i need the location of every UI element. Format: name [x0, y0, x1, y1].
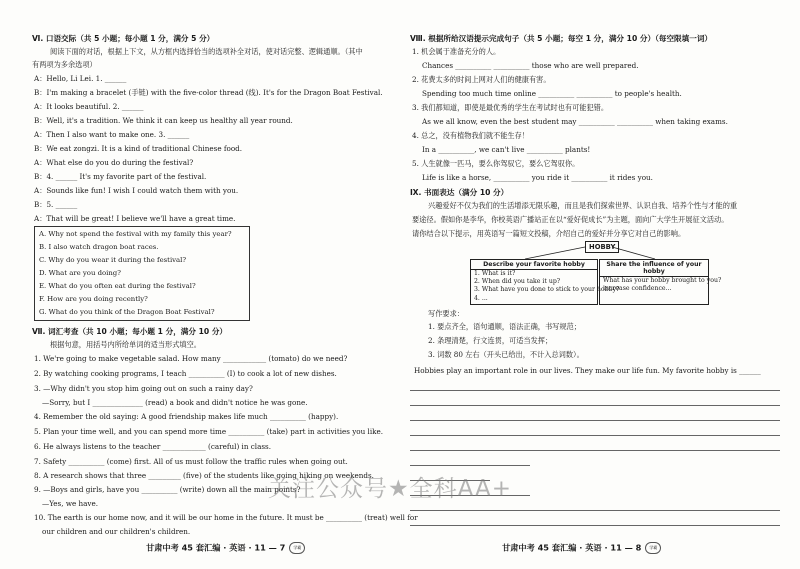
- sentence-line: Spending too much time online __________ __________ to people's health.: [422, 89, 682, 98]
- dialogue-line: B：We eat zongzi. It is a kind of traditional Chinese food.: [34, 144, 243, 153]
- requirements-title: 写作要求：: [428, 309, 464, 318]
- vocab-item: 2. By watching cooking programs, I teach __________ (I) to cook a lot of new dishes.: [34, 369, 337, 378]
- vocab-item: 7. Safety __________ (come) first. All of us must follow the traffic rules when going out.: [34, 457, 348, 466]
- requirement-item: 3. 词数 80 左右（开头已给出，不计入总词数）。: [428, 350, 584, 359]
- dialogue-line: B：Well, it's a tradition. We think it can keep us healthy all year round.: [34, 116, 293, 125]
- option-item: A. Why not spend the festival with my family this year?: [39, 230, 232, 238]
- vocab-item: 5. Plan your time well, and you can spend more time __________ (take) part in activities you like.: [34, 427, 384, 436]
- dialogue-line: A：That will be great! I believe we'll have a great time.: [34, 214, 236, 223]
- option-item: G. What do you think of the Dragon Boat Festival?: [39, 308, 215, 316]
- vocab-item: 4. Remember the old saying: A good friendship makes life much __________ (happy).: [34, 412, 339, 421]
- box-row: increase confidence...: [603, 285, 672, 293]
- dialogue-line: A：Then I also want to make one. 3. ______: [34, 130, 190, 139]
- essay-intro: 兴趣爱好不仅为我们的生活增添无限乐趣，而且是我们探索世界、认识自我、培养个性与才能的重: [428, 201, 738, 210]
- dialogue-line: A：It looks beautiful. 2. ______: [34, 102, 144, 111]
- box-heading: Describe your favorite hobby: [471, 260, 597, 270]
- logo-icon: 学霸: [289, 542, 305, 554]
- describe-hobby-box: [470, 259, 620, 305]
- vocab-item: 9. —Boys and girls, have you __________ (write) down all the main points?: [34, 485, 301, 494]
- box-row: 1. What is it?: [474, 270, 516, 277]
- sentence-line: 2. 花费太多的时间上网对人们的健康有害。: [412, 75, 551, 84]
- box-row: 3. What have you done to stick to your hobby?: [474, 286, 620, 294]
- logo-icon: 学霸: [645, 542, 661, 554]
- vocab-item: 6. He always listens to the teacher ____________ (careful) in class.: [34, 442, 272, 451]
- essay-intro: 要途径。假如你是李华，你校英语广播站正在以“爱好促成长”为主题，面向广大学生开展征文活动。: [412, 215, 729, 224]
- hobby-label: HOBBY: [585, 241, 619, 253]
- option-item: D. What are you doing?: [39, 269, 121, 277]
- box-row: 2. When did you take it up?: [474, 278, 561, 286]
- section-9-title: Ⅸ. 书面表达（满分 10 分）: [410, 188, 509, 197]
- dialogue-line: B：4. ______ It's my favorite part of the festival.: [34, 172, 207, 181]
- section-6-intro-cont: 有两项为多余选项）: [32, 60, 97, 69]
- requirement-item: 2. 条理清楚，行文连贯，可适当发挥；: [428, 336, 553, 345]
- section-6-intro: 阅读下面的对话，根据上下文，从方框内选择恰当的选项补全对话，使对话完整、逻辑通顺。（其中: [50, 47, 363, 56]
- vocab-item: —Yes, we have.: [42, 499, 99, 508]
- box-heading: Share the influence of your hobby: [600, 260, 708, 277]
- option-item: C. Why do you wear it during the festival?: [39, 256, 187, 264]
- sentence-line: In a __________, we can't live __________ plants!: [422, 145, 591, 154]
- requirement-item: 1. 要点齐全，语句通顺，语法正确，书写规范；: [428, 322, 581, 331]
- vocab-item: our children and our children's children.: [42, 527, 191, 536]
- dialogue-line: B：I'm making a bracelet (手链) with the five-color thread (线). It's for the Dragon Boat Festival.: [34, 88, 383, 97]
- section-7-title: Ⅶ. 词汇考查（共 10 小题；每小题 1 分，满分 10 分）: [32, 327, 228, 336]
- sentence-line: 4. 总之，没有植物我们就不能生存！: [412, 131, 529, 140]
- footer-text: 甘肃中考 45 套汇编 · 英语 · 11 — 7: [146, 542, 286, 553]
- watermark: 关注公众号★全科AA+: [268, 476, 512, 502]
- sentence-line: 3. 我们都知道，即使是最优秀的学生在考试时也有可能犯错。: [412, 103, 609, 112]
- sentence-line: Life is like a horse, __________ you ride it __________ it rides you.: [422, 173, 653, 182]
- section-8-title: Ⅷ. 根据所给汉语提示完成句子（共 5 小题；每空 1 分，满分 10 分）（每空限填一词）: [410, 34, 713, 43]
- section-7-intro: 根据句意，用括号内所给单词的适当形式填空。: [50, 340, 201, 349]
- sentence-line: 5. 人生就像一匹马，要么你驾驭它，要么它驾驭你。: [412, 159, 580, 168]
- essay-intro: 请你结合以下提示，用英语写一篇短文投稿，介绍自己的爱好并分享它对自己的影响。: [412, 229, 686, 238]
- box-row: What has your hobby brought to you?: [603, 277, 722, 284]
- dialogue-line: A：What else do you do during the festival?: [34, 158, 194, 167]
- footer-text: 甘肃中考 45 套汇编 · 英语 · 11 — 8: [502, 542, 642, 553]
- vocab-item: 8. A research shows that three _________ (five) of the students like going hiking on weekends.: [34, 471, 374, 480]
- option-item: F. How are you doing recently?: [39, 295, 148, 303]
- vocab-item: 3. —Why didn't you stop him going out on such a rainy day?: [34, 384, 253, 393]
- dialogue-line: A：Sounds like fun! I wish I could watch them with you.: [34, 186, 239, 195]
- sentence-line: 1. 机会属于准备充分的人。: [412, 47, 501, 56]
- sentence-line: Chances __________ __________ those who are well prepared.: [422, 61, 639, 70]
- option-item: E. What do you often eat during the festival?: [39, 282, 196, 290]
- vocab-item: —Sorry, but I ______________ (read) a book and didn't notice he was gone.: [42, 398, 308, 407]
- section-6-title: Ⅵ. 口语交际（共 5 小题；每小题 1 分，满分 5 分）: [32, 34, 215, 43]
- box-row: 4. ...: [474, 294, 488, 302]
- vocab-item: 1. We're going to make vegetable salad. How many ____________ (tomato) do we need?: [34, 354, 348, 363]
- essay-start: Hobbies play an important role in our lives. They make our life fun. My favorite hobby is ______: [414, 366, 761, 375]
- vocab-item: 10. The earth is our home now, and it will be our home in the future. It must be __________ (treat) well for: [34, 513, 418, 522]
- sentence-line: As we all know, even the best student may __________ __________ when taking exams.: [422, 117, 728, 126]
- dialogue-line: B：5. ______: [34, 200, 78, 209]
- share-influence-box: [599, 259, 722, 305]
- dialogue-line: A：Hello, Li Lei. 1. ______: [34, 74, 127, 83]
- option-item: B. I also watch dragon boat races.: [39, 243, 159, 251]
